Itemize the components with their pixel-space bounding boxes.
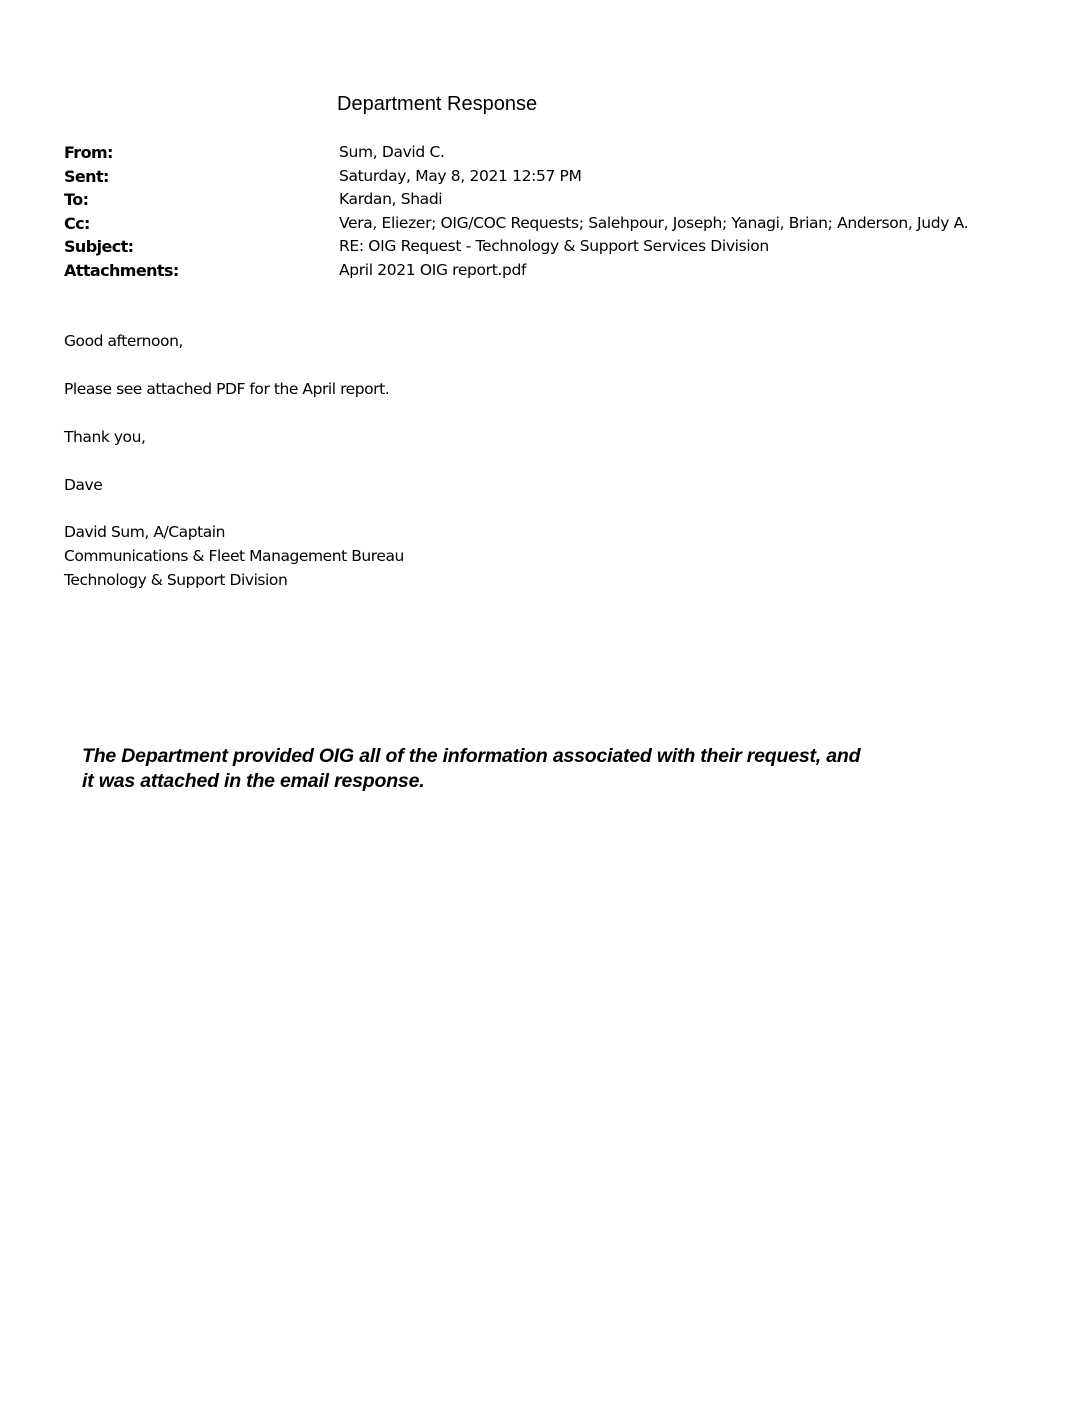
header-row-to xyxy=(64,188,1064,212)
header-value-subject: RE: OIG Request - Technology & Support Services Division xyxy=(339,237,769,256)
header-row-sent xyxy=(64,165,1064,189)
page-title: Department Response xyxy=(337,93,538,115)
note-line: The Department provided OIG all of the information associated with their request, and xyxy=(82,745,861,767)
header-label-from: From: xyxy=(64,143,113,162)
header-value-attachments: April 2021 OIG report.pdf xyxy=(339,260,527,279)
header-label-to: To: xyxy=(64,190,89,210)
header-row-cc xyxy=(64,212,1064,236)
header-row-subject xyxy=(64,235,1064,259)
signature-bureau: Communications & Fleet Management Bureau xyxy=(64,547,404,565)
header-value-cc: Vera, Eliezer; OIG/COC Requests; Salehpour, Joseph; Yanagi, Brian; Anderson, Judy A. xyxy=(339,213,969,232)
email-message: Please see attached PDF for the April report. xyxy=(64,380,390,398)
oig-note xyxy=(82,744,982,794)
header-label-subject: Subject: xyxy=(64,237,134,257)
header-label-cc: Cc: xyxy=(64,213,90,233)
header-row-attachments xyxy=(64,259,1064,283)
email-closing: Thank you, xyxy=(64,428,146,446)
email-headers xyxy=(64,141,1064,283)
header-row-from xyxy=(64,141,1064,165)
header-value-sent: Saturday, May 8, 2021 12:57 PM xyxy=(339,166,582,185)
email-signature xyxy=(64,520,404,592)
header-label-sent: Sent: xyxy=(64,166,109,186)
note-line: it was attached in the email response. xyxy=(82,770,425,792)
header-value-from: Sum, David C. xyxy=(339,143,445,161)
signature-name-title: David Sum, A/Captain xyxy=(64,523,225,541)
header-label-attachments: Attachments: xyxy=(64,260,179,280)
email-sign-name: Dave xyxy=(64,476,103,494)
signature-division: Technology & Support Division xyxy=(64,571,288,589)
email-greeting: Good afternoon, xyxy=(64,332,183,350)
header-value-to: Kardan, Shadi xyxy=(339,190,443,209)
